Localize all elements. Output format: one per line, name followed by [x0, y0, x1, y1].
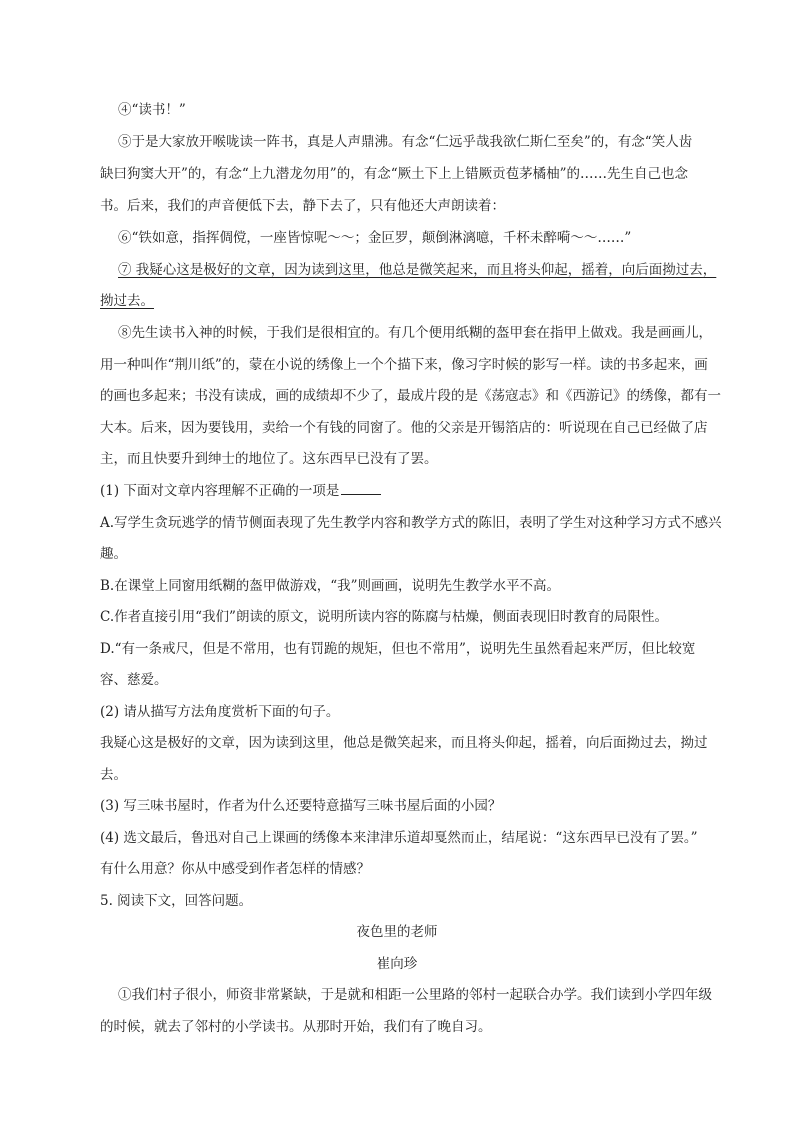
paragraph-5-line-3: 书。后来，我们的声音便低下去，静下去了，只有他还大声朗读着： — [100, 198, 505, 214]
question-1-text: (1) 下面对文章内容理解不正确的一项是 — [100, 483, 340, 499]
article-title: 夜色里的老师 — [356, 924, 438, 940]
paragraph-8-line-5: 主，而且快要升到绅士的地位了。这东西早已没有了罢。 — [100, 451, 438, 467]
paragraph-5-line-2: 缺曰狗窦大开”的，有念“上九潜龙勿用”的，有念“厥土下上上错厥贡苞茅橘柚”的……先生自己也念 — [100, 166, 689, 182]
paragraph-7-line-1: ⑦ 我疑心这是极好的文章，因为读到这里，他总是微笑起来，而且将头仰起，摇着，向后面拗过去， — [118, 262, 717, 278]
question-2-sentence-line-2: 去。 — [100, 767, 127, 783]
paragraph-5-line-1: ⑤于是大家放开喉咙读一阵书，真是人声鼎沸。有念“仁远乎哉我欲仁斯仁至矣”的，有念“笑人齿 — [118, 134, 693, 150]
article-author: 崔向珍 — [376, 956, 418, 972]
paragraph-8-line-1: ⑧先生读书入神的时候，于我们是很相宜的。有几个便用纸糊的盔甲套在指甲上做戏。我是画画儿， — [118, 325, 712, 341]
question-1-stem — [100, 481, 381, 501]
option-d-line-2: 容、慈爱。 — [100, 672, 168, 688]
question-4-line-2: 有什么用意？你从中感受到作者怎样的情感？ — [100, 861, 370, 877]
option-b: B.在课堂上同窗用纸糊的盔甲做游戏，“我”则画画，说明先生教学水平不高。 — [100, 578, 561, 594]
paragraph-8-line-4: 大本。后来，因为要钱用，卖给一个有钱的同窗了。他的父亲是开锡箔店的：听说现在自己已经做了店 — [100, 420, 708, 436]
article-paragraph-1-line-1: ①我们村子很小，师资非常紧缺，于是就和相距一公里路的邻村一起联合办学。我们读到小学四年级 — [118, 987, 712, 1003]
paragraph-8-line-3: 的画也多起来；书没有读成，画的成绩却不少了，最成片段的是《荡寇志》和《西游记》的绣像，都有一 — [100, 388, 721, 404]
option-c: C.作者直接引用“我们”朗读的原文，说明所读内容的陈腐与枯燥，侧面表现旧时教育的局限性。 — [100, 609, 668, 625]
question-3: (3) 写三味书屋时，作者为什么还要特意描写三味书屋后面的小园？ — [100, 798, 502, 814]
question-2-sentence-line-1: 我疑心这是极好的文章，因为读到这里，他总是微笑起来，而且将头仰起，摇着，向后面拗过去，拗过 — [100, 735, 708, 751]
question-4-line-1: (4) 选文最后，鲁迅对自己上课画的绣像本来津津乐道却戛然而止，结尾说：“这东西早已没有了罢。” — [100, 830, 698, 846]
option-d-line-1: D.“有一条戒尺，但是不常用，也有罚跪的规矩，但也不常用”，说明先生虽然看起来严厉，但比较宽 — [100, 641, 696, 657]
option-a-line-1: A.写学生贪玩逃学的情节侧面表现了先生教学内容和教学方式的陈旧，表明了学生对这种学习方式不感兴 — [100, 515, 722, 531]
article-paragraph-1-line-2: 的时候，就去了邻村的小学读书。从那时开始，我们有了晚自习。 — [100, 1019, 492, 1035]
option-a-line-2: 趣。 — [100, 546, 127, 562]
paragraph-7-line-2: 拗过去。 — [100, 293, 154, 309]
paragraph-6: ⑥“铁如意，指挥倜傥，一座皆惊呢～～；金叵罗，颠倒淋漓噫，千杯未醉嗬～～……” — [118, 230, 632, 246]
paragraph-8-line-2: 用一种叫作“荆川纸”的，蒙在小说的绣像上一个个描下来，像习字时候的影写一样。读的书多起来，画 — [100, 357, 708, 373]
section-5-heading: 5. 阅读下文，回答问题。 — [100, 893, 253, 909]
question-2: (2) 请从描写方法角度赏析下面的句子。 — [100, 704, 340, 720]
answer-blank — [341, 482, 381, 495]
paragraph-4: ④“读书！” — [118, 102, 186, 118]
